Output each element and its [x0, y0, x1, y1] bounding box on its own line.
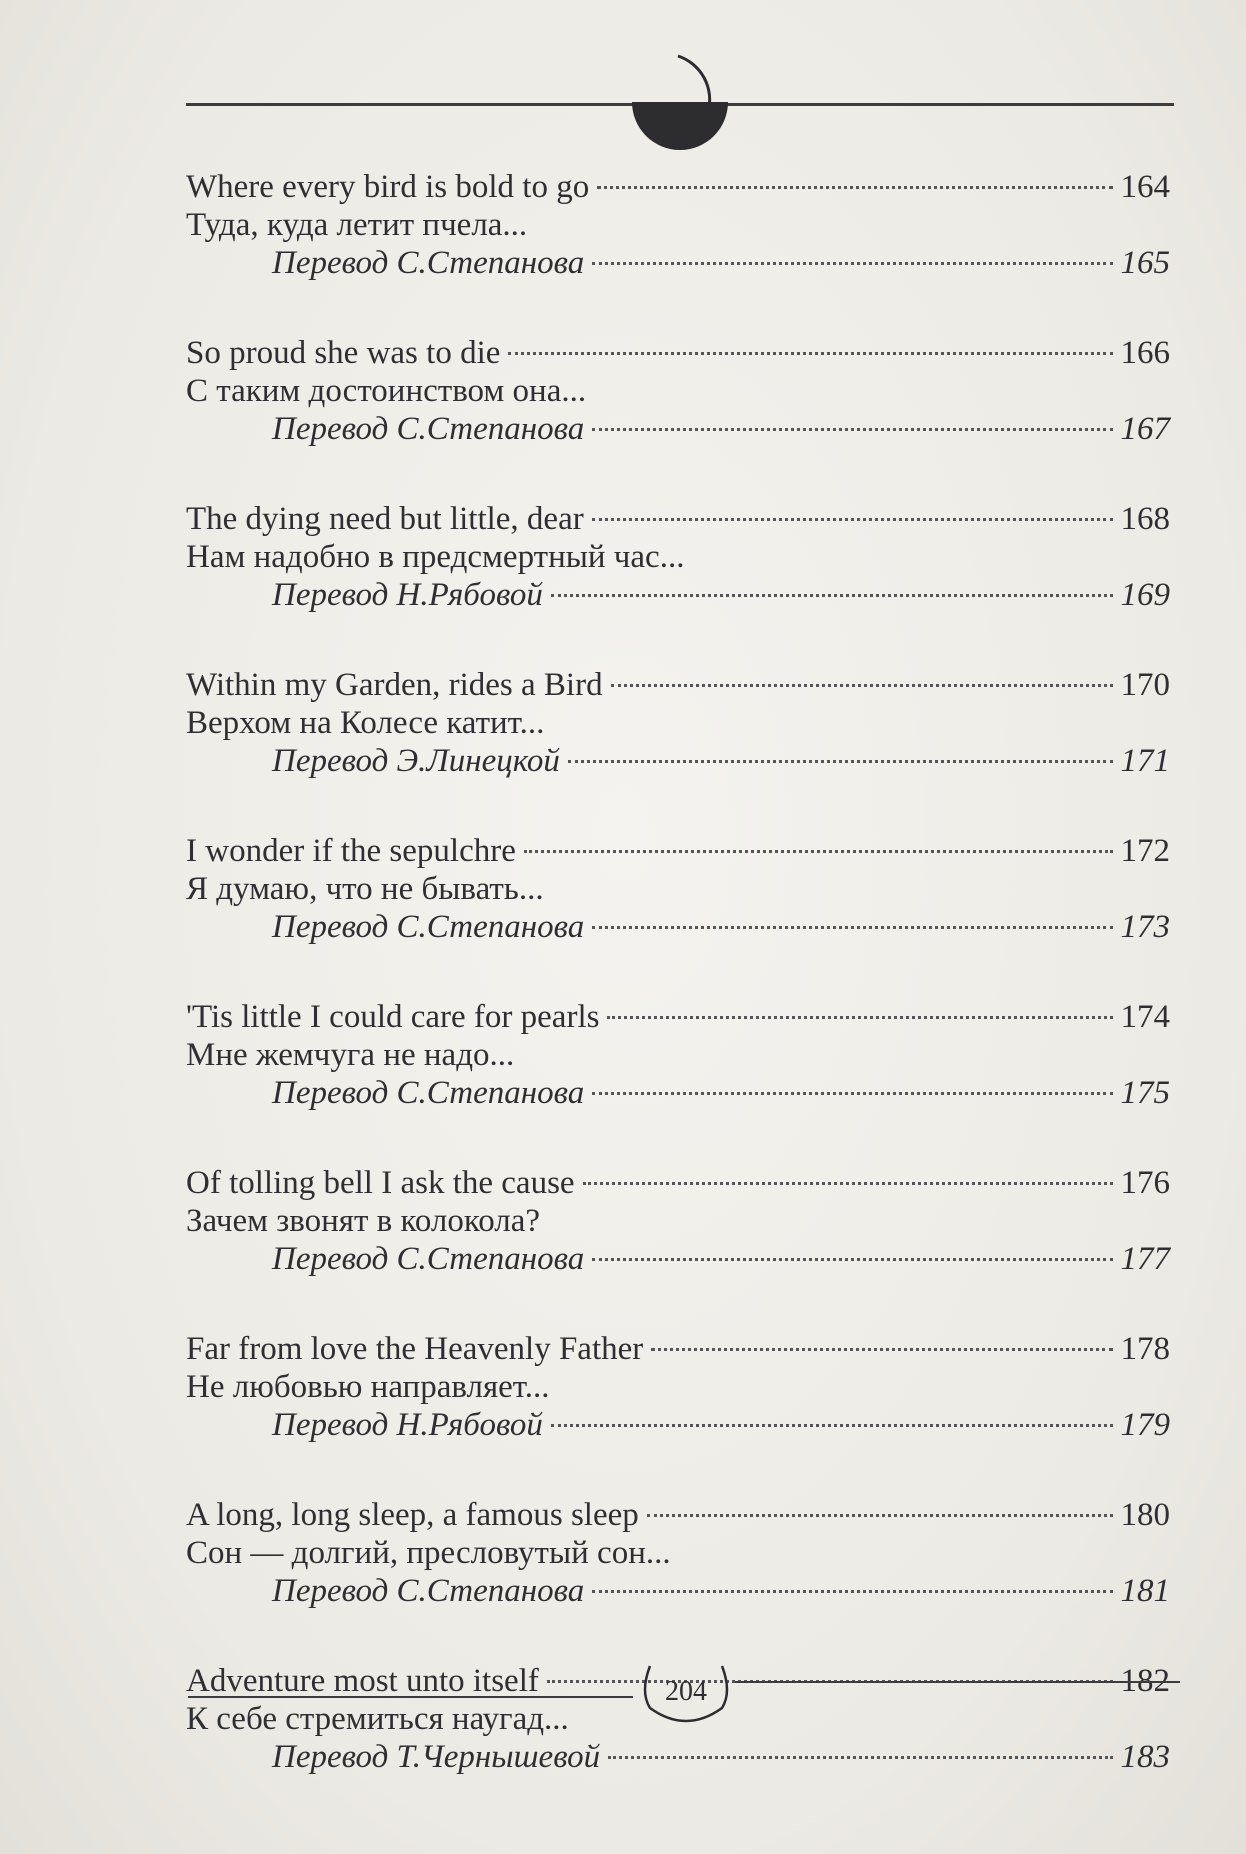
translation-title-line [186, 870, 1170, 908]
toc-entry [186, 832, 1170, 946]
poem-title: Of tolling bell I ask the cause [186, 1165, 575, 1201]
translator-line[interactable] [186, 410, 1170, 448]
page-number: 164 [1120, 169, 1170, 205]
page-number: 181 [1120, 1573, 1170, 1609]
toc-entry [186, 998, 1170, 1112]
page-number: 182 [1120, 1663, 1170, 1699]
leader-dots [592, 1258, 1112, 1261]
translation-title: К себе стремиться наугад... [186, 1701, 569, 1737]
page-number: 183 [1120, 1739, 1170, 1775]
header-ornament [618, 52, 738, 172]
translation-title: Мне жемчуга не надо... [186, 1037, 515, 1073]
page-number: 173 [1120, 909, 1170, 945]
poem-title-line[interactable] [186, 998, 1170, 1036]
page-number: 179 [1120, 1407, 1170, 1443]
poem-title: So proud she was to die [186, 335, 501, 371]
leader-dots [592, 518, 1113, 521]
toc-entry [186, 1496, 1170, 1610]
translator-line[interactable] [186, 908, 1170, 946]
translator-credit: Перевод С.Степанова [272, 1573, 585, 1609]
footer-rule-right [735, 1681, 1180, 1683]
footer-rule-left [188, 1696, 633, 1698]
translator-credit: Перевод Н.Рябовой [272, 577, 543, 613]
poem-title-line[interactable] [186, 1164, 1170, 1202]
leader-dots [592, 1092, 1112, 1095]
translator-line[interactable] [186, 1074, 1170, 1112]
leader-dots [592, 428, 1112, 431]
poem-title: Within my Garden, rides a Bird [186, 667, 603, 703]
poem-title: Adventure most unto itself [186, 1663, 539, 1699]
page-number: 168 [1120, 501, 1170, 537]
translation-title-line [186, 1036, 1170, 1074]
leader-dots [651, 1348, 1112, 1351]
poem-title: 'Tis little I could care for pearls [186, 999, 600, 1035]
translator-line[interactable] [186, 1572, 1170, 1610]
translator-line[interactable] [186, 1240, 1170, 1278]
toc-entry [186, 666, 1170, 780]
translation-title-line [186, 206, 1170, 244]
translation-title: Нам надобно в предсмертный час... [186, 539, 685, 575]
leader-dots [551, 1424, 1113, 1427]
page-number: 166 [1120, 335, 1170, 371]
toc-entry [186, 168, 1170, 282]
poem-title: Far from love the Heavenly Father [186, 1331, 644, 1367]
page-number: 175 [1120, 1075, 1170, 1111]
poem-title: I wonder if the sepulchre [186, 833, 516, 869]
translation-title-line [186, 1534, 1170, 1572]
page-number: 170 [1120, 667, 1170, 703]
toc-entry [186, 1330, 1170, 1444]
translation-title: Я думаю, что не бывать... [186, 871, 544, 907]
poem-title-line[interactable] [186, 832, 1170, 870]
page-number: 178 [1120, 1331, 1170, 1367]
page-number: 180 [1120, 1497, 1170, 1533]
poem-title-line[interactable] [186, 168, 1170, 206]
poem-title-line[interactable] [186, 334, 1170, 372]
toc-entry [186, 1164, 1170, 1278]
leader-dots [647, 1514, 1113, 1517]
leader-dots [608, 1756, 1112, 1759]
toc-entry [186, 500, 1170, 614]
translator-line[interactable] [186, 1738, 1170, 1776]
translation-title: С таким достоинством она... [186, 373, 587, 409]
page-number: 167 [1120, 411, 1170, 447]
translation-title-line [186, 704, 1170, 742]
translation-title: Не любовью направляет... [186, 1369, 550, 1405]
page-number: 171 [1120, 743, 1170, 779]
leader-dots [551, 594, 1113, 597]
translation-title-line [186, 1202, 1170, 1240]
page-number: 169 [1120, 577, 1170, 613]
translator-credit: Перевод С.Степанова [272, 245, 585, 281]
translation-title-line [186, 372, 1170, 410]
page-number: 165 [1120, 245, 1170, 281]
toc-entry [186, 334, 1170, 448]
translator-credit: Перевод Т.Чернышевой [272, 1739, 601, 1775]
poem-title: Where every bird is bold to go [186, 169, 590, 205]
page-folio: 204 [665, 1676, 707, 1707]
leader-dots [592, 926, 1112, 929]
leader-dots [524, 850, 1113, 853]
poem-title-line[interactable] [186, 1330, 1170, 1368]
leader-dots [597, 186, 1112, 189]
translation-title: Зачем звонят в колокола? [186, 1203, 541, 1239]
leader-dots [508, 352, 1112, 355]
leader-dots [592, 1590, 1112, 1593]
page-number: 174 [1120, 999, 1170, 1035]
poem-title: The dying need but little, dear [186, 501, 584, 537]
page-number: 177 [1120, 1241, 1170, 1277]
translator-credit: Перевод С.Степанова [272, 909, 585, 945]
leader-dots [607, 1016, 1112, 1019]
page-number: 176 [1120, 1165, 1170, 1201]
translation-title: Туда, куда летит пчела... [186, 207, 528, 243]
translator-credit: Перевод С.Степанова [272, 411, 585, 447]
translator-line[interactable] [186, 1406, 1170, 1444]
leader-dots [568, 760, 1113, 763]
translator-credit: Перевод Э.Линецкой [272, 743, 560, 779]
translation-title: Сон — долгий, пресловутый сон... [186, 1535, 671, 1571]
poem-title-line[interactable] [186, 666, 1170, 704]
table-of-contents [186, 168, 1170, 1828]
translator-line[interactable] [186, 576, 1170, 614]
translation-title-line [186, 538, 1170, 576]
page-number: 172 [1120, 833, 1170, 869]
poem-title-line[interactable] [186, 1496, 1170, 1534]
leader-dots [592, 262, 1112, 265]
translator-line[interactable] [186, 244, 1170, 282]
translation-title: Верхом на Колесе катит... [186, 705, 545, 741]
translator-credit: Перевод С.Степанова [272, 1241, 585, 1277]
translator-credit: Перевод С.Степанова [272, 1075, 585, 1111]
leader-dots [611, 684, 1113, 687]
translation-title-line [186, 1368, 1170, 1406]
translator-credit: Перевод Н.Рябовой [272, 1407, 543, 1443]
poem-title: A long, long sleep, a famous sleep [186, 1497, 639, 1533]
translator-line[interactable] [186, 742, 1170, 780]
leader-dots [583, 1182, 1113, 1185]
poem-title-line[interactable] [186, 500, 1170, 538]
